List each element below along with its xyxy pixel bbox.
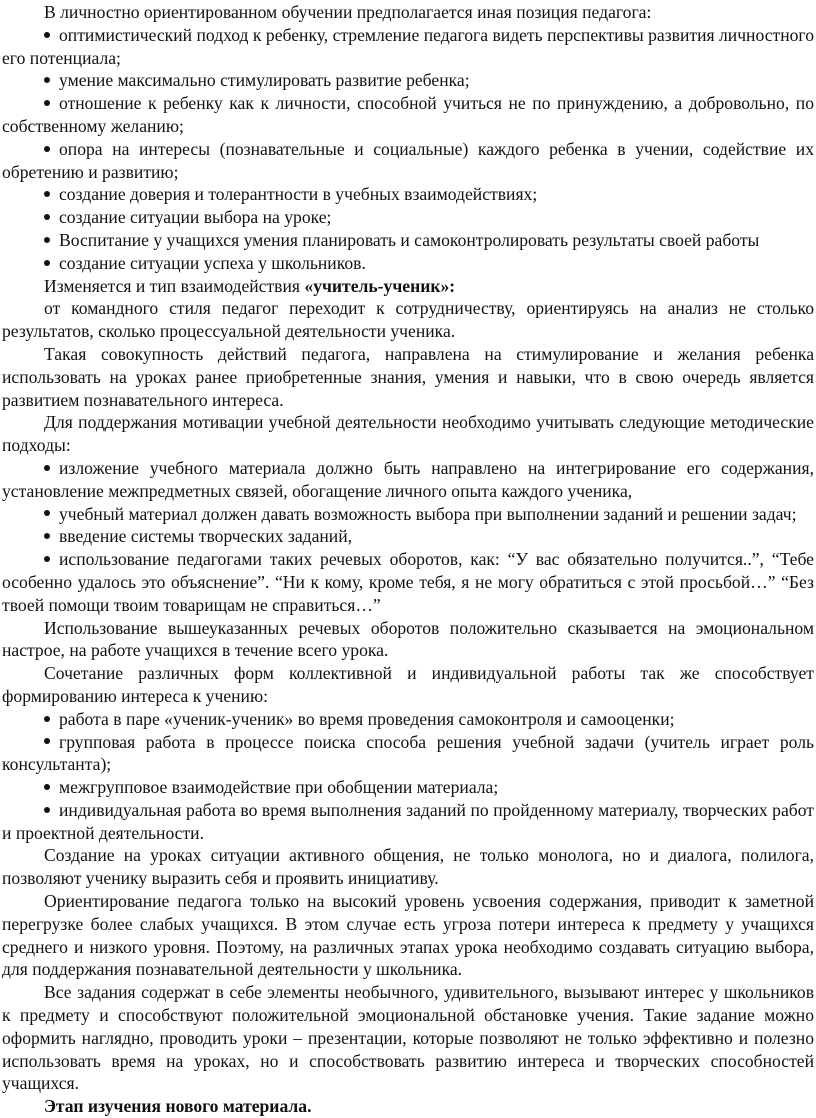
paragraph: Создание на уроках ситуации активного общения, не только монолога, но и диалога, полилога, позволяют ученику выразить себя и проявить инициативу. xyxy=(2,845,814,889)
bullet-icon xyxy=(44,799,59,822)
list-item-text: опора на интересы (познавательные и социальные) каждого ребенка в учении, содействие их обретению и развитию; xyxy=(2,138,814,182)
list-item-text: создание ситуации успеха у школьников. xyxy=(59,252,366,273)
list-item-text: отношение к ребенку как к личности, способной учиться не по принуждению, а добровольно, по собственному желанию; xyxy=(2,93,814,136)
list-item-text: оптимистический подход к ребенку, стремление педагога видеть перспективы развития личностного его потенциала; xyxy=(2,24,814,68)
list-item xyxy=(2,138,814,184)
list-item xyxy=(2,708,814,731)
bullet-icon xyxy=(44,229,59,252)
bullet-icon xyxy=(44,206,59,229)
list-item-text: умение максимально стимулировать развитие ребенка; xyxy=(59,70,470,91)
list-item xyxy=(2,457,814,503)
list-item xyxy=(2,731,814,777)
list-item-text: введение системы творческих заданий, xyxy=(59,526,353,547)
interaction-paragraph xyxy=(2,275,814,298)
list-item xyxy=(2,503,814,526)
list-item-text: создание доверия и толерантности в учебных взаимодействиях; xyxy=(59,184,538,205)
list-item xyxy=(2,24,814,70)
bullet-icon xyxy=(44,183,59,206)
list-item xyxy=(2,525,814,548)
section-heading-text: Этап изучения нового материала. xyxy=(44,1096,312,1117)
list-item-text: индивидуальная работа во время выполнения заданий по пройденному материалу, творческих работ и проектной деятельности. xyxy=(2,799,814,843)
list-item xyxy=(2,548,814,616)
bullet-icon xyxy=(44,776,59,799)
list-item-text: межгрупповое взаимодействие при обобщении материала; xyxy=(59,777,499,798)
paragraph: Для поддержания мотивации учебной деятельности необходимо учитывать следующие методические подходы: xyxy=(2,412,814,456)
list-item-text: учебный материал должен давать возможность выбора при выполнении заданий и решении задач; xyxy=(59,503,797,524)
bullet-icon xyxy=(44,525,59,548)
bullet-icon xyxy=(44,548,59,571)
bullet-icon xyxy=(44,708,59,731)
list-item-text: изложение учебного материала должно быть направлено на интегрирование его содержания, установление межпредметных связей, обогащение личного опыта каждого ученика, xyxy=(2,457,814,501)
paragraph: Все задания содержат в себе элементы необычного, удивительного, вызывают интерес у школьников к предмету и способствуют положительной эмоциональной обстановке учения. Такие задание можно оформить наглядно, проводить уроки – презентации, которые позволяют не только эффективно и полезно использовать время на уроках, но и способствовать развитию интереса и творческих способностей учащихся. xyxy=(2,982,814,1094)
section-heading xyxy=(2,1095,814,1118)
paragraph: Ориентирование педагога только на высокий уровень усвоения содержания, приводит к заметной перегрузке более слабых учащихся. В этом случае есть угроза потери интереса к предмету у учащихся среднего и низкого уровня. Поэтому, на различных этапах урока необходимо создавать ситуацию выбора, для поддержания познавательной деятельности у школьника. xyxy=(2,891,814,980)
list-item xyxy=(2,92,814,138)
paragraph: Такая совокупность действий педагога, направлена на стимулирование и желания ребенка использовать на уроках ранее приобретенные знания, умения и навыки, что в свою очередь является развитием познавательного интереса. xyxy=(2,343,814,410)
bullet-icon xyxy=(44,503,59,526)
list-item xyxy=(2,183,814,206)
list-item xyxy=(2,206,814,229)
bullet-icon xyxy=(44,92,59,115)
bullet-icon xyxy=(44,252,59,275)
list-item-text: создание ситуации выбора на уроке; xyxy=(59,207,332,228)
list-item-text: групповая работа в процессе поиска способа решения учебной задачи (учитель играет роль консультанта); xyxy=(2,731,814,775)
paragraph: Сочетание различных форм коллективной и индивидуальной работы так же способствует формированию интереса к учению: xyxy=(2,663,814,706)
bullet-icon xyxy=(44,457,59,480)
list-item-text: работа в паре «ученик-ученик» во время проведения самоконтроля и самооценки; xyxy=(59,708,675,729)
list-item-text: Воспитание у учащихся умения планировать и самоконтролировать результаты своей работы xyxy=(59,229,760,250)
list-item xyxy=(2,229,814,252)
list-item xyxy=(2,799,814,845)
paragraph-text: Изменяется и тип взаимодействия xyxy=(44,275,305,296)
list-item xyxy=(2,252,814,275)
paragraph: Использование вышеуказанных речевых оборотов положительно сказывается на эмоциональном настрое, на работе учащихся в течение всего урока. xyxy=(2,617,814,661)
bullet-icon xyxy=(44,138,59,161)
list-item-text: использование педагогами таких речевых оборотов, как: “У вас обязательно получится..”, “Тебе особенно удалось это объяснение”. “Ни к кому, кроме тебя, я не могу обратиться с этой просьбой…” “Без твоей помощи твоим товарищам не справиться…” xyxy=(2,549,814,615)
paragraph: от командного стиля педагог переходит к сотрудничеству, ориентируясь на анализ не столько результатов, сколько процессуальной деятельности ученика. xyxy=(2,298,814,342)
bold-term: «учитель-ученик»: xyxy=(304,275,456,296)
bullet-icon xyxy=(44,24,59,47)
intro-paragraph: В личностно ориентированном обучении предполагается иная позиция педагога: xyxy=(44,2,652,22)
bullet-icon xyxy=(44,69,59,92)
list-item xyxy=(2,69,814,92)
bullet-icon xyxy=(44,731,59,754)
list-item xyxy=(2,776,814,799)
